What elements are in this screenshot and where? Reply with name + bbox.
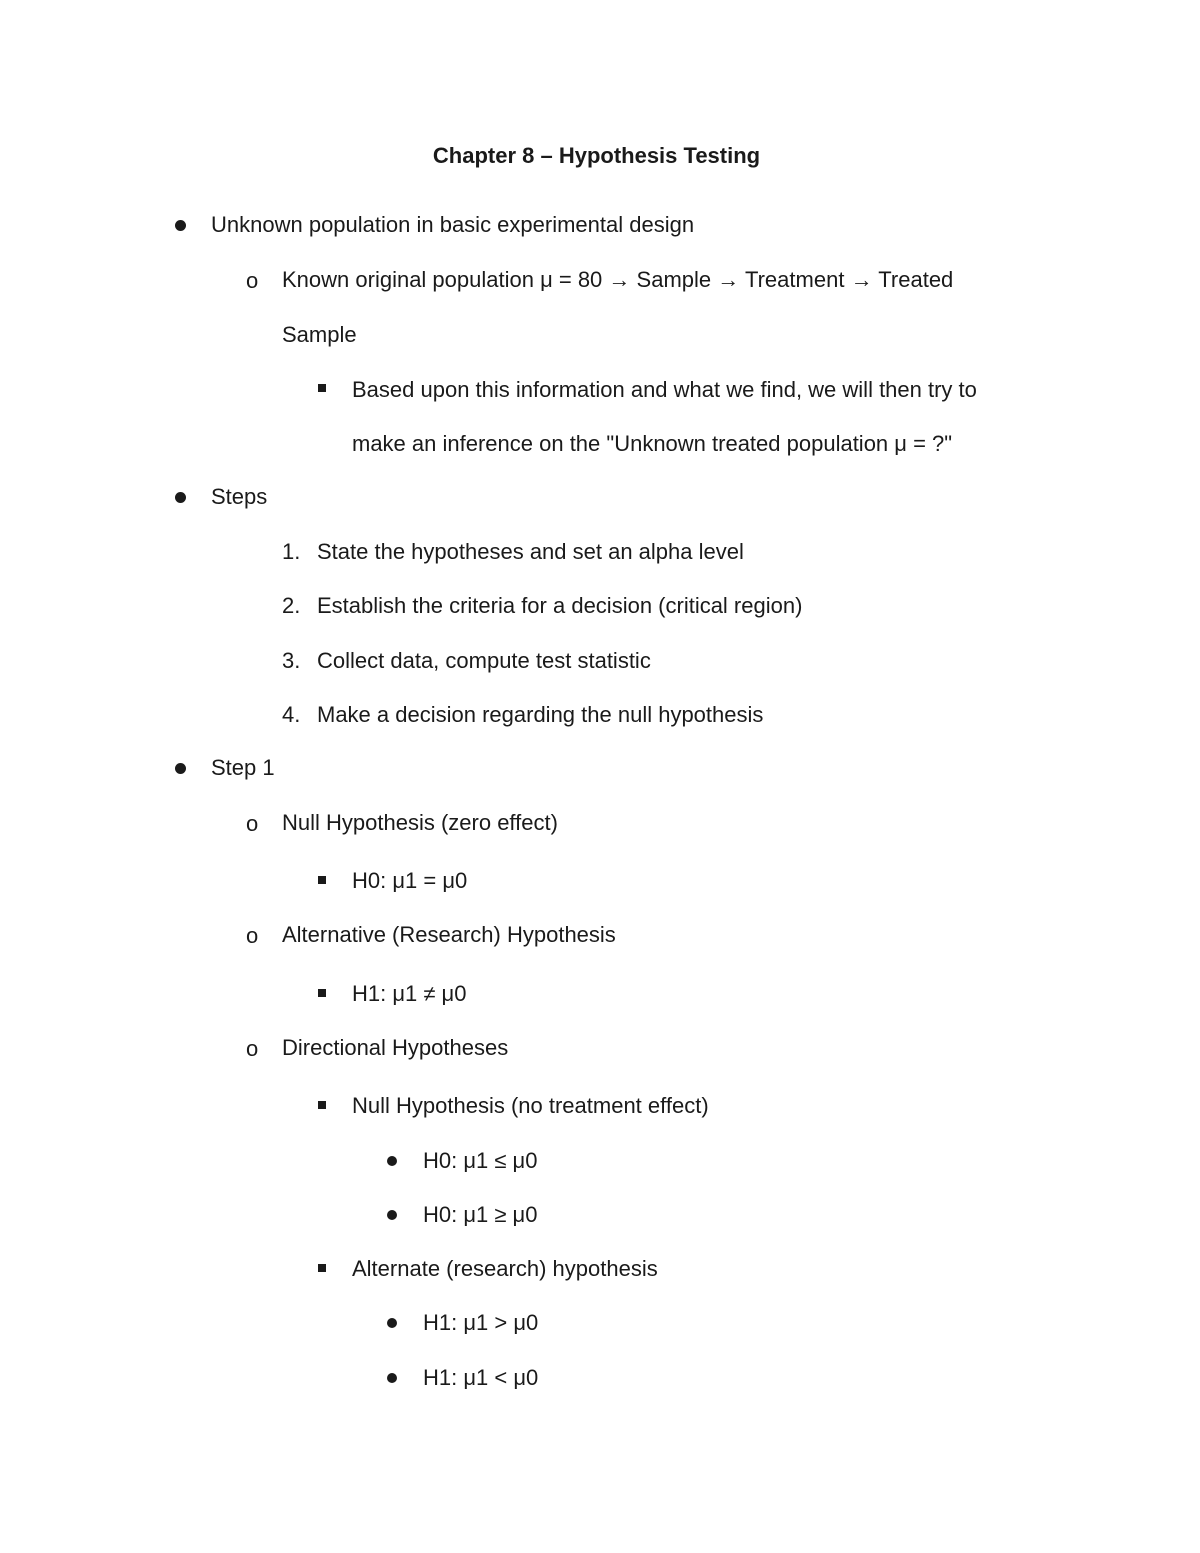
- arrow-right-icon: →: [717, 267, 740, 292]
- bullet-square-icon: [318, 1264, 326, 1272]
- list-item: Null Hypothesis (no treatment effect): [352, 1093, 709, 1118]
- bullet-square-icon: [318, 384, 326, 392]
- bullet-dot-icon: [175, 492, 186, 503]
- list-number: 4.: [282, 702, 301, 727]
- list-item: H1: μ1 ≠ μ0: [352, 981, 467, 1006]
- list-item: H1: μ1 > μ0: [423, 1310, 539, 1335]
- list-item: H1: μ1 < μ0: [423, 1365, 539, 1390]
- list-item: [282, 264, 953, 296]
- bullet-dot-icon: [175, 763, 186, 774]
- bullet-square-icon: [318, 1101, 326, 1109]
- list-item: H0: μ1 ≥ μ0: [423, 1202, 538, 1227]
- list-item: Alternative (Research) Hypothesis: [282, 922, 616, 947]
- bullet-square-icon: [318, 876, 326, 884]
- list-item: Step 1: [211, 755, 275, 780]
- bullet-circle-icon: o: [246, 1036, 259, 1061]
- bullet-dot-icon: [387, 1210, 397, 1220]
- list-item: Alternate (research) hypothesis: [352, 1256, 658, 1281]
- arrow-right-icon: →: [850, 267, 873, 292]
- bullet-circle-icon: o: [246, 268, 259, 293]
- list-item: Based upon this information and what we find, we will then try to: [352, 377, 977, 402]
- list-item-text: Treated: [878, 267, 954, 292]
- bullet-circle-icon: o: [246, 923, 259, 948]
- bullet-dot-icon: [387, 1318, 397, 1328]
- arrow-right-icon: →: [608, 267, 631, 292]
- bullet-circle-icon: o: [246, 811, 259, 836]
- list-number: 2.: [282, 593, 301, 618]
- list-item: Directional Hypotheses: [282, 1035, 509, 1060]
- bullet-square-icon: [318, 989, 326, 997]
- list-item-continuation: Sample: [282, 322, 357, 347]
- list-item: H0: μ1 = μ0: [352, 868, 468, 893]
- list-item-text: Sample: [636, 267, 712, 292]
- list-item-text: Treatment: [744, 267, 845, 292]
- bullet-dot-icon: [387, 1373, 397, 1383]
- list-item: State the hypotheses and set an alpha level: [317, 539, 744, 564]
- list-item: Collect data, compute test statistic: [317, 648, 651, 673]
- bullet-dot-icon: [175, 220, 186, 231]
- list-number: 3.: [282, 648, 301, 673]
- list-item: H0: μ1 ≤ μ0: [423, 1148, 538, 1173]
- list-item: Establish the criteria for a decision (critical region): [317, 593, 803, 618]
- list-item: Unknown population in basic experimental design: [211, 212, 695, 237]
- list-item: Make a decision regarding the null hypothesis: [317, 702, 764, 727]
- list-number: 1.: [282, 539, 301, 564]
- list-item-text: Known original population μ = 80: [282, 267, 603, 292]
- list-item: Steps: [211, 484, 268, 509]
- page-title: Chapter 8 – Hypothesis Testing: [432, 143, 761, 168]
- list-item-continuation: make an inference on the "Unknown treated population μ = ?": [352, 431, 953, 456]
- bullet-dot-icon: [387, 1156, 397, 1166]
- list-item: Null Hypothesis (zero effect): [282, 810, 558, 835]
